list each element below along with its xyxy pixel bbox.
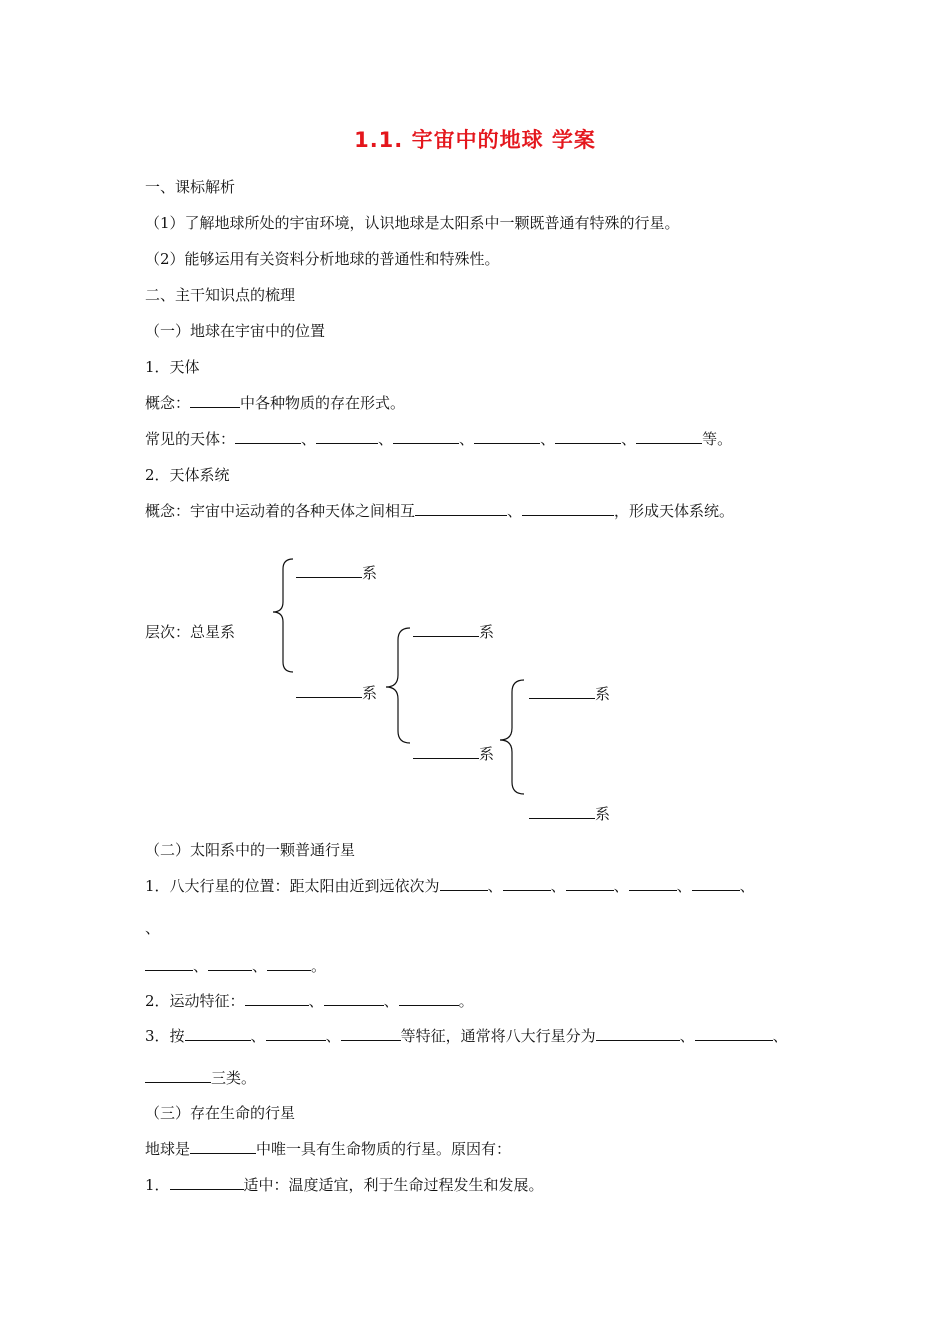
separator: 、 bbox=[676, 877, 692, 895]
separator: 、 bbox=[621, 430, 637, 448]
planet-order bbox=[145, 876, 755, 896]
fill-blank[interactable] bbox=[692, 876, 740, 891]
separator: 、 bbox=[507, 502, 523, 520]
text: 三类。 bbox=[211, 1069, 257, 1087]
text: 1．八大行星的位置：距太阳由近到远依次为 bbox=[145, 877, 440, 895]
fill-blank[interactable] bbox=[399, 991, 459, 1006]
text: 系 bbox=[479, 623, 495, 641]
objective-2: （2）能够运用有关资料分析地球的普通性和特殊性。 bbox=[145, 250, 500, 268]
fill-blank[interactable] bbox=[503, 876, 551, 891]
reason-1 bbox=[145, 1175, 544, 1195]
separator: 、 bbox=[193, 957, 209, 975]
separator-line: 、 bbox=[145, 919, 161, 937]
text: 中各种物质的存在形式。 bbox=[240, 394, 406, 412]
separator: 、 bbox=[325, 1027, 341, 1045]
tree-node-5 bbox=[529, 684, 610, 704]
item-celestial-system: 2．天体系统 bbox=[145, 466, 230, 484]
tree-node-2 bbox=[296, 683, 377, 703]
fill-blank[interactable] bbox=[145, 1068, 211, 1083]
separator: 、 bbox=[772, 1027, 788, 1045]
text: 概念： bbox=[145, 394, 191, 412]
motion-features bbox=[145, 991, 474, 1011]
fill-blank[interactable] bbox=[170, 1175, 244, 1190]
fill-blank[interactable] bbox=[145, 956, 193, 971]
tree-node-1 bbox=[296, 563, 377, 583]
separator: 、 bbox=[679, 1027, 695, 1045]
fill-blank[interactable] bbox=[296, 683, 362, 698]
text: 等特征，通常将八大行星分为 bbox=[400, 1027, 596, 1045]
section-heading-2: 二、主干知识点的梳理 bbox=[145, 286, 296, 304]
separator: 、 bbox=[487, 877, 503, 895]
tree-node-4 bbox=[413, 744, 494, 764]
section-heading-1: 一、课标解析 bbox=[145, 178, 236, 196]
earth-statement bbox=[145, 1139, 511, 1159]
text: 。 bbox=[311, 957, 327, 975]
fill-blank[interactable] bbox=[529, 804, 595, 819]
fill-blank[interactable] bbox=[185, 1026, 251, 1041]
fill-blank[interactable] bbox=[629, 876, 677, 891]
fill-blank[interactable] bbox=[245, 991, 309, 1006]
fill-blank[interactable] bbox=[440, 876, 488, 891]
separator: 、 bbox=[378, 430, 394, 448]
separator: 、 bbox=[308, 992, 324, 1010]
text: 等。 bbox=[702, 430, 733, 448]
text: 系 bbox=[362, 684, 378, 702]
text: 系 bbox=[595, 805, 611, 823]
text: 概念：宇宙中运动着的各种天体之间相互 bbox=[145, 502, 416, 520]
subsection-1: （一）地球在宇宙中的位置 bbox=[145, 322, 326, 340]
fill-blank[interactable] bbox=[596, 1026, 680, 1041]
fill-blank[interactable] bbox=[566, 876, 614, 891]
text: 。 bbox=[458, 992, 474, 1010]
separator: 、 bbox=[613, 877, 629, 895]
fill-blank[interactable] bbox=[267, 956, 311, 971]
subsection-3: （三）存在生命的行星 bbox=[145, 1104, 296, 1122]
separator: 、 bbox=[252, 957, 268, 975]
fill-blank[interactable] bbox=[341, 1026, 401, 1041]
separator: 、 bbox=[301, 430, 317, 448]
separator: 、 bbox=[250, 1027, 266, 1045]
text: 系 bbox=[362, 564, 378, 582]
fill-blank[interactable] bbox=[529, 684, 595, 699]
item-celestial-body: 1．天体 bbox=[145, 358, 200, 376]
text: 2．运动特征： bbox=[145, 992, 245, 1010]
separator: 、 bbox=[540, 430, 556, 448]
text: 地球是 bbox=[145, 1140, 191, 1158]
tree-node-6 bbox=[529, 804, 610, 824]
planet-classification bbox=[145, 1026, 788, 1046]
page-title: 1.1. 宇宙中的地球 学案 bbox=[354, 128, 596, 152]
fill-blank[interactable] bbox=[413, 622, 479, 637]
text: 1． bbox=[145, 1176, 170, 1194]
text: 适中：温度适宜，利于生命过程发生和发展。 bbox=[243, 1176, 544, 1194]
tree-node-3 bbox=[413, 622, 494, 642]
subsection-2: （二）太阳系中的一颗普通行星 bbox=[145, 841, 356, 859]
fill-blank[interactable] bbox=[190, 1139, 256, 1154]
objective-1: （1）了解地球所处的宇宙环境，认识地球是太阳系中一颗既普通有特殊的行星。 bbox=[145, 214, 680, 232]
text: ，形成天体系统。 bbox=[614, 502, 735, 520]
planet-order-cont bbox=[145, 956, 326, 976]
text: 中唯一具有生命物质的行星。原因有： bbox=[256, 1140, 512, 1158]
fill-blank[interactable] bbox=[208, 956, 252, 971]
text: 系 bbox=[479, 745, 495, 763]
fill-blank[interactable] bbox=[324, 991, 384, 1006]
separator: 、 bbox=[739, 877, 755, 895]
fill-blank[interactable] bbox=[266, 1026, 326, 1041]
fill-blank[interactable] bbox=[695, 1026, 773, 1041]
fill-blank[interactable] bbox=[296, 563, 362, 578]
text: 系 bbox=[595, 685, 611, 703]
fill-blank[interactable] bbox=[413, 744, 479, 759]
hierarchy-root: 层次：总星系 bbox=[145, 623, 236, 641]
planet-classification-cont bbox=[145, 1068, 256, 1088]
text: 3．按 bbox=[145, 1027, 185, 1045]
text: 常见的天体： bbox=[145, 430, 236, 448]
separator: 、 bbox=[550, 877, 566, 895]
separator: 、 bbox=[383, 992, 399, 1010]
separator: 、 bbox=[459, 430, 475, 448]
